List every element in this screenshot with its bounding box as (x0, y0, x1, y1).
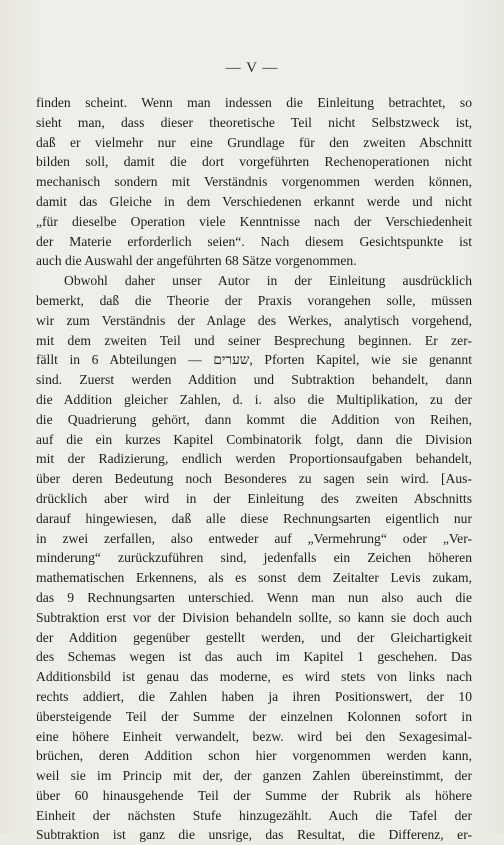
text-line: der Materie erforderlich seien“. Nach diesem Gesichtspunkte ist (36, 233, 472, 249)
text-line: in zwei zerfallen, also entweder auf „Vermehrung“ oder „Ver- (36, 530, 472, 546)
text-line: Subtraktion ist ganz die unsrige, das Resultat, die Differenz, er- (36, 827, 472, 843)
text-line: des Schemas wegen ist das auch im Kapitel 1 geschehen. Das (36, 649, 472, 665)
text-line: sind. Zuerst werden Addition und Subtraktion behandelt, dann (36, 372, 472, 388)
text-line: drücklich aber wird in der Einleitung des zweiten Abschnitts (36, 490, 472, 506)
text-line: bilden soll, damit die dort vorgeführten Rechenoperationen nicht (36, 154, 472, 170)
text-line: damit das Gleiche in dem Verschiedenen erkannt werde und nicht (36, 193, 472, 209)
page-number: — V — (225, 60, 279, 76)
text-line: Subtraktion erst vor der Division behandeln sollte, so kann sie doch auch (36, 609, 472, 625)
text-line: wir zum Verständnis der Anlage des Werkes, analytisch vorgehend, (36, 312, 472, 328)
text-line: mit der Radizierung, endlich werden Proportionsaufgaben behandelt, (36, 451, 472, 467)
text-line: Einheit der nächsten Stufe hinzugezählt. Auch die Tafel der (36, 807, 472, 823)
text-line: mathematischen Erkennens, als es sonst dem Zeitalter Levis zukam, (36, 570, 472, 586)
text-line: auf die ein kurzes Kapitel Combinatorik folgt, dann die Division (36, 431, 472, 447)
text-line: mechanisch sondern mit Verständnis vorgenommen werden können, (36, 174, 472, 190)
text-line: auch die Auswahl der angeführten 68 Sätze vorgenommen. (36, 253, 357, 269)
text-line: über 60 hinausgehende Teil der Summe der Rubrik als höhere (36, 787, 472, 803)
text-line: die Addition gleicher Zahlen, d. i. also die Multiplikation, zu der (36, 391, 472, 407)
text-line: sieht man, dass dieser theoretische Teil nicht Selbstzweck ist, (36, 114, 472, 130)
text-line: weil sie im Princip mit der, der ganzen Zahlen übereinstimmt, der (36, 768, 472, 784)
text-line: das 9 Rechnungsarten unterschied. Wenn man nun also auch die (36, 589, 472, 605)
text-line: daß er vielmehr nur eine Grundlage für den zweiten Abschnitt (36, 134, 472, 150)
text-line: Obwohl daher unser Autor in der Einleitung ausdrücklich (64, 273, 472, 289)
text-line: minderung“ zurückzuführen sind, jedenfalls ein Zeichen höheren (36, 550, 472, 566)
text-line: „für dieselbe Operation viele Kenntnisse nach der Verschiedenheit (36, 213, 472, 229)
body-text (36, 93, 472, 845)
text-line: bemerkt, daß die Theorie der Praxis vorangehen solle, müssen (36, 292, 472, 308)
text-line: eine höhere Einheit verwandelt, bezw. wird bei den Sexagesimal- (36, 728, 472, 744)
text-line: finden scheint. Wenn man indessen die Einleitung betrachtet, so (36, 95, 472, 110)
text-line: die Quadrierung gehört, dann kommt die Addition von Reihen, (36, 411, 472, 427)
text-line: mit dem zweiten Teil und seiner Besprechung beginnen. Er zer- (36, 332, 472, 348)
text-line: Additionsbild ist genau das moderne, es wird stets von links nach (36, 669, 472, 685)
text-line: der Addition gegenüber gestellt werden, und der Gleichartigkeit (36, 629, 472, 645)
text-line: rechts addiert, die Zahlen haben ja ihren Positionswert, der 10 (36, 688, 472, 704)
text-line: brüchen, deren Addition schon hier vorgenommen werden kann, (36, 748, 472, 764)
text-line: über deren Bedeutung noch Besonderes zu sagen sein wird. [Aus- (36, 471, 472, 487)
text-line: fällt in 6 Abteilungen — שערים, Pforten Kapitel, wie sie genannt (36, 352, 472, 368)
text-line: darauf hingewiesen, daß alle diese Rechnungsarten eigentlich nur (36, 510, 472, 526)
text-line: übersteigende Teil der Summe der einzelnen Kolonnen sofort in (36, 708, 472, 724)
